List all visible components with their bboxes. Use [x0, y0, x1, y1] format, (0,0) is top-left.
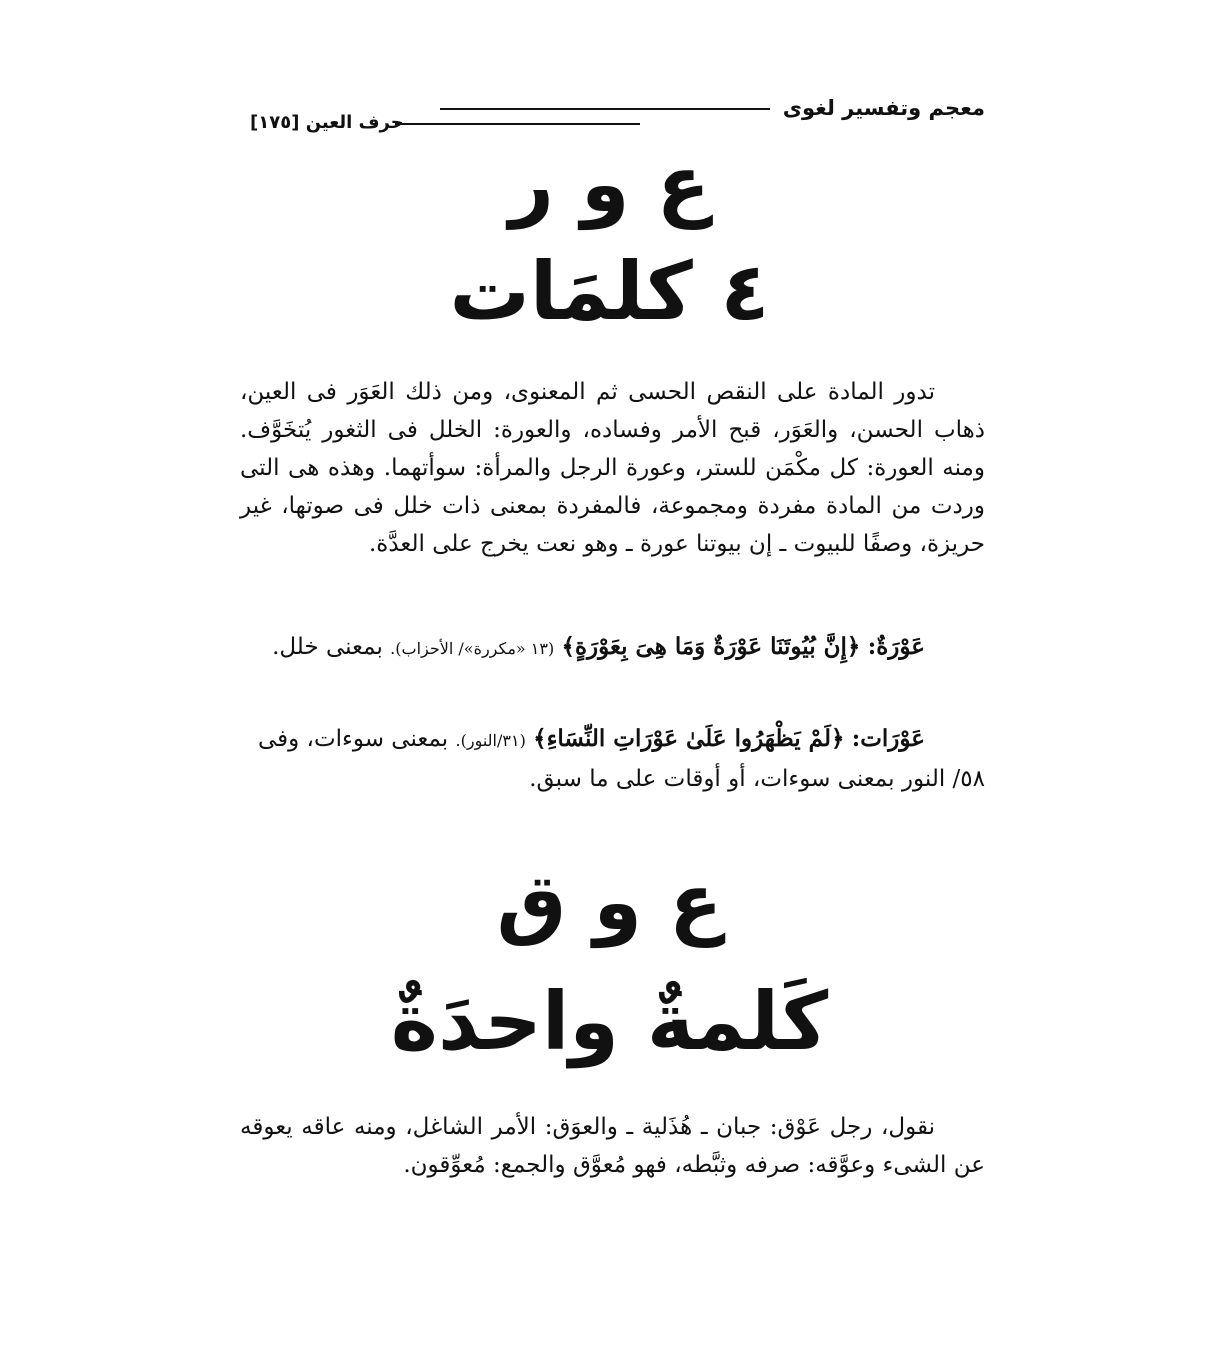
- running-header: [250, 96, 985, 136]
- intro-paragraph: تدور المادة على النقص الحسى ثم المعنوى، ومن ذلك العَوَر فى العين، ذهاب الحسن، والعَوَر، قبح الأمر وفساده، والعورة: الخلل فى الثغور يُتخَوَّف. ومنه العورة: كل مكْمَن للستر، وعورة الرجل والمرأة: سوأتهما. وهذه هى التى وردت من المادة مفردة ومجموعة، فالمفردة بمعنى ذات خلل فى صوتها، غير حريزة، وصفًا للبيوت ـ إن بيوتنا عورة ـ وهو نعت يخرج على العدَّة.: [240, 379, 985, 557]
- root-heading: ع و ق: [496, 858, 723, 948]
- header-rule: [440, 108, 770, 110]
- entry-meaning: بمعنى خلل.: [272, 634, 383, 660]
- header-rule: [395, 123, 640, 125]
- book-title: معجم وتفسير لغوى: [782, 96, 985, 120]
- chapter-page-number: حرف العين [١٧٥]: [250, 112, 404, 133]
- word-count-heading: كَلمةٌ واحدَةٌ: [390, 975, 829, 1068]
- dictionary-entry: [240, 720, 985, 798]
- quran-quote: ﴿إِنَّ بُيُوتَنَا عَوْرَةٌ وَمَا هِىَ بِعَوْرَةٍ﴾: [561, 633, 861, 660]
- quran-quote: ﴿لَمْ يَظْهَرُوا عَلَىٰ عَوْرَاتِ النِّسَاءِ﴾: [533, 725, 845, 752]
- verse-reference: (٣١/النور).: [455, 731, 526, 750]
- word-count-heading: ٤ كلمَات: [449, 245, 770, 338]
- entry-meaning: بمعنى سوءات، وفى ٥٨/ النور بمعنى سوءات، أو أوقات على ما سبق.: [257, 726, 985, 792]
- dictionary-entry: [240, 628, 985, 668]
- verse-reference: (١٣ «مكررة»/ الأحزاب).: [390, 639, 555, 658]
- root-heading: ع و ر: [509, 140, 710, 230]
- entry-headword: عَوْرَةٌ:: [867, 633, 925, 660]
- entry-headword: عَوْرَات:: [851, 725, 925, 752]
- definition-paragraph: نقول، رجل عَوْق: جبان ـ هُذَلية ـ والعوَق: الأمر الشاغل، ومنه عاقه يعوقه عن الشىء وعوَّقه: صرفه وثبَّطه، فهو مُعوَّق والجمع: مُعوِّقون.: [240, 1114, 985, 1178]
